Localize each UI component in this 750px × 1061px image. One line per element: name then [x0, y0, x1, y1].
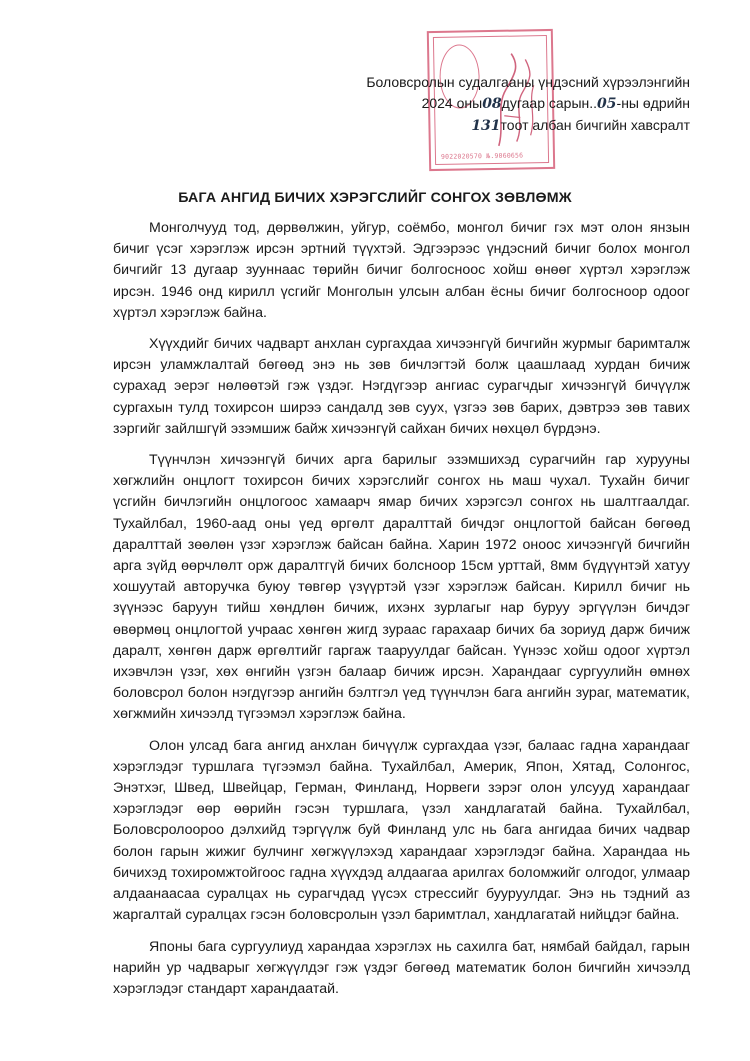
header-line-institution: Боловсролын судалгааны үндэсний хүрээлэнгийн	[366, 74, 690, 90]
paragraph-2: Хүүхдийг бичих чадварт анхлан сургахдаа хичээнгүй бичгийн журмыг баримталж ирсэн уламжлалтай бөгөөд энэ нь зөв бичлэгтэй болж цаашлаад хурдан бичиж сурахад эерэг нөлөөтэй гэж үздэг. Нэгдүгээр ангиас сурагчдыг хичээнгүй бичүүлж сургахын тулд тохирсон ширээ сандалд зөв суух, үзгээ зөв барих, дэвтрээ зөв тавих зэргийг зайлшгүй эзэмшиж байж хичээнгүй сайхан бичих нөхцөл бүрдэнэ.	[113, 336, 690, 437]
handwritten-month: 08	[482, 96, 502, 112]
header-line-reference	[366, 115, 690, 137]
paragraph-4: Олон улсад бага ангид анхлан бичүүлж сургахдаа үзэг, балаас гадна харандааг хэрэглэдэг туршлага түгээмэл байна. Тухайлбал, Америк, Япон, Хятад, Солонгос, Энэтхэг, Швед, Швейцар, Герман, Финланд, Норвеги зэрэг олон улсууд харандааг хэрэглэдэг өөр өөрийн гэсэн туршлага, үзэл хандлагатай байна. Тухайлбал, Боловсролоороо дэлхийд тэргүүлж буй Финланд улс нь бага ангидаа бичих чадвар болон гарын жижиг булчинг хөгжүүлэхэд харандааг хэрэглэдэг байна. Харандаа нь бичихэд тохиромжтойгоос гадна хүүхдэд алдаагаа арилгах боломжийг олгодог, улмаар алдаанаасаа суралцах нь сурагчдад үүсэх стрессийг бууруулдаг. Энэ нь тэдний аз жаргалтай суралцах гэсэн боловсролын үзэл баримтлал, хандлагатай нийцдэг байна.	[113, 737, 690, 924]
header-month-label: дугаар сарын	[501, 95, 590, 111]
paragraph-5: Японы бага сургуулиуд харандаа хэрэглэх нь сахилга бат, нямбай байдал, гарын нарийн ур чадварыг хөгжүүлдэг гэж үздэг бөгөөд математик болон бичгийн хичээлд хэрэглэдэг стандарт харандаатай.	[113, 938, 690, 997]
stamp-number: 9022020570 №.9060656	[440, 151, 524, 161]
handwritten-reference-number: 131	[471, 118, 501, 134]
header-line-date	[366, 93, 690, 115]
paragraph-3: Түүнчлэн хичээнгүй бичих арга барилыг эзэмшихэд сурагчийн гар хурууны хөгжлийн онцлогт тохирсон бичих хэрэгслийг сонгох нь маш чухал. Тухайн бичиг үсгийн бичлэгийн онцлогоос хамаарч ямар бичих хэрэгсэл сонгох нь шалтгаалдаг. Тухайлбал, 1960-аад оны үед өргөлт даралттай бичдэг онцлогтой байсан бөгөөд даралттай зөөлөн үзэг хэрэглэж байсан байна. Харин 1972 оноос хичээнгүй бичгийн арга зүйд өөрчлөлт орж даралтгүй бичих болсноор 15см урттай, 8мм бүдүүнтэй хатуу хошуутай авторучка буюу төвгөр үзүүртэй үзэг хэрэглэж байсан. Кирилл бичиг нь зүүнээс баруун тийш хөндлөн бичиж, ихэнх зурлагыг нар буруу эргүүлэн бичдэг өвөрмөц онцлогтой учраас хөнгөн жигд зураас гарахаар бичих ба зориуд дарж бичиж даралт, хөнгөн дарж өргөлтийг гаргаж тааруулдаг байсан. Үүнээс хойш одоог хүртэл ихэвчлэн үзэг, хөх өнгийн үзгэн балаар бичиж ирсэн. Харандааг сургуулийн өмнөх боловсрол болон нэгдүгээр ангийн бэлтгэл үед түүнчлэн бага ангийн зураг, математик, хөгжмийн хичээлд түгээмэл хэрэглэж байна.	[113, 452, 690, 723]
document-title: БАГА АНГИД БИЧИХ ХЭРЭГСЛИЙГ СОНГОХ ЗӨВЛӨМЖ	[178, 190, 572, 206]
handwritten-day: 05	[597, 96, 617, 112]
header-day-suffix: -ны өдрийн	[616, 95, 690, 111]
paragraph-1: Монголчууд тод, дөрвөлжин, уйгур, соёмбо, монгол бичиг гэх мэт олон янзын бичиг үсэг хэрэглэж ирсэн эртний түүхтэй. Эдгээрээс үндэсний бичиг болох монгол бичгийг 13 дугаар зууннаас төрийн бичиг болгосноос хойш өнөөг хүртэл хэрэглэж ирсэн. 1946 онд кирилл үсгийг Монголын улсын албан ёсны бичиг болгосноор одоог хүртэл хэрэглэж байна.	[113, 220, 690, 321]
attachment-header	[366, 72, 690, 137]
header-reference-suffix: тоот албан бичгийн хавсралт	[500, 117, 690, 133]
document-body	[113, 218, 690, 1010]
header-year-prefix: 2024 оны	[421, 95, 483, 111]
dotted-filler: ..	[589, 95, 598, 111]
